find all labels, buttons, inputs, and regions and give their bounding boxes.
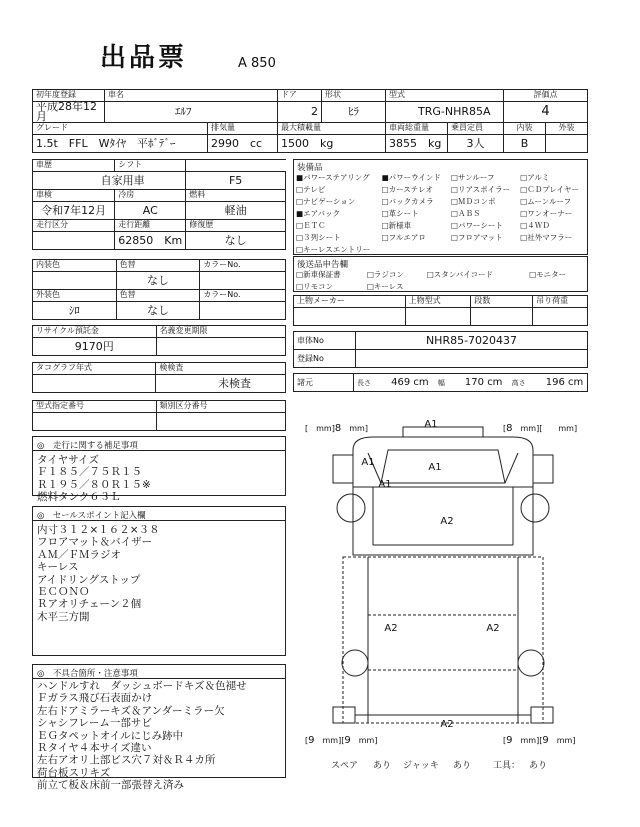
color-no-label: カラーNo. [200,290,286,302]
svg-text:[9 mm][9 mm]: [9 mm][9 mm] [503,735,576,746]
dims-values [354,374,588,392]
equipment-item: □社外マフラー [520,233,573,242]
equipment-item: □ＥＴＣ [296,221,326,230]
tread-rl1: 9 [308,735,315,746]
max-load-label: 最大積載量 [278,123,386,135]
fuel-label: 燃料 [186,190,286,202]
repair: なし [186,232,286,250]
color-change-label: 色替 [116,260,200,272]
defects-line: Ｒタイヤ４本サイズ違い [37,742,152,755]
body-maker-label: 上物メーカー [294,296,406,308]
equipment-item: □ムーンルーフ [520,197,572,206]
damage-mark-bumper: A1 [424,419,438,430]
inspection-label: 車検 [33,190,115,202]
ac: AC [115,202,186,220]
spare: あり [373,761,392,771]
sales-line: ＡＭ／ＦＭラジオ [37,548,121,561]
equipment-item [425,281,527,293]
ac-label: 冷房 [115,190,186,202]
sales-points-list [33,521,285,626]
equipment-box [293,159,588,255]
displacement: 2990 [211,136,239,150]
kg-unit: kg [428,136,442,150]
sales-points-header: ◎ セールスポイント記入欄 [33,507,285,521]
damage-mark-rear: A2 [440,719,454,730]
name-change-label: 名義変更期限 [156,326,285,338]
car-name: ｴﾙﾌ [105,102,278,123]
mm-unit: mm [322,736,339,745]
damage-mark-left-front: A1 [361,457,375,468]
cc-unit: cc [250,136,263,150]
interior-label: 内装 [504,123,546,135]
doors: 2 [278,102,322,123]
equipment-item: □フロアマット [450,233,503,242]
exterior [546,135,588,153]
equipment-item: □ラジコン [366,270,404,279]
int-color-change: なし [116,272,200,290]
gross-weight-cell [386,135,448,153]
reg-year-label: 初年度登録 [33,90,105,102]
defects-box [32,664,286,792]
sales-line: キーレス [37,561,79,574]
color-no-label: カラーNo. [200,260,286,272]
equipment-item: □新様車 [381,221,412,230]
sales-points-box [32,506,286,656]
tacho-label: タコグラフ年式 [33,363,156,375]
mm-unit: mm [558,424,574,433]
cm-unit: cm [568,376,584,388]
history-table [32,159,286,250]
driving-line: タイヤサイズ [37,454,99,466]
equipment-item: □キーレス [366,282,404,291]
tacho-test: 未検査 [156,375,286,393]
mm-unit: mm [316,424,332,433]
equipment-item [380,244,449,256]
cm-unit: cm [487,376,503,388]
capacity: 3人 [448,135,504,153]
equipment-item: □ＭＤコンポ [450,197,496,206]
equipment-item: □ＣＤプレイヤー [520,185,580,194]
defects-line: ＥＧタペットオイルにじみ跡中 [37,729,184,742]
defects-line: Ｆガラス飛び石表面かけ [37,692,153,705]
equipment-item: □スタンバイコード [426,270,493,279]
name-label: 車名 [105,90,278,102]
mileage-cat [33,232,115,250]
svg-text:[8 mm][ mm]: [8 mm][ mm] [503,423,578,434]
truck-outline [333,427,553,723]
equipment-list [294,172,587,256]
tools-label: 工具： [493,761,521,771]
tacho-test-label: 検検査 [156,363,286,375]
defects-line: ハンドルすれ ダッシュボードキズ＆色褪せ [37,680,247,692]
gross-weight-label: 車両総重量 [386,123,448,135]
accessories-row [331,760,547,771]
driving-notes-header: ◎ 走行に関する補足事項 [33,437,285,451]
shape-label: 形状 [322,90,386,102]
score-label: 評価点 [504,90,588,102]
equipment-item [527,281,587,293]
equipment-item [518,244,587,256]
damage-mark-left-door: A1 [378,479,392,490]
docs-list [294,269,587,293]
chassis: NHR85-7020437 [356,332,588,350]
cm-unit: cm [413,376,429,388]
sales-line: ＥＣＯＮＯ [37,586,90,599]
lot-number: A 850 [238,56,276,71]
body-table [293,295,588,326]
ext-color-change: なし [116,302,200,320]
name-change [156,338,285,356]
sales-line: アイドリングストップ [37,573,141,586]
dims-label: 諸元 [294,374,354,392]
usage: 自家用車 [33,172,186,190]
usage-label: 車歴 [33,160,115,172]
equipment-item: □カーステレオ [381,185,433,194]
displacement-label: 排気量 [208,123,278,135]
max-load: 1500 [281,136,309,150]
tread-fl: 8 [334,423,342,434]
jack-label: ジャッキ [403,761,439,771]
dimensions-table [293,373,588,392]
type-table [32,400,286,431]
shape: ﾋﾗ [322,102,386,123]
sales-line: フロアマット＆バイザー [37,536,153,549]
vehicle-damage-diagram [293,405,593,800]
score: 4 [504,102,588,123]
hoist-label: 吊り荷重 [533,296,588,308]
interior: B [504,135,546,153]
mileage: 62850 [118,233,154,247]
shift-label: シフト [115,160,186,172]
grade: 1.5t FFL Wﾀｲﾔ 平ﾎﾞﾃﾞｰ [33,135,208,153]
equipment-item [449,244,518,256]
width: 170 [464,376,484,388]
chassis-label: 車体No [294,332,356,350]
ext-color-label: 外装色 [33,290,117,302]
max-load-cell [278,135,386,153]
mm-unit: mm [358,736,375,745]
equipment-item: □アルミ [520,173,550,182]
model-label: 型式 [386,90,504,102]
equipment-item: □４ＷＤ [520,221,550,230]
height: 196 [545,376,565,388]
damage-mark-windshield: A1 [428,462,442,473]
equipment-header: 装備品 [297,163,323,173]
equipment-item: □テレビ [296,185,326,194]
sales-line: Ｒアオリチェーン２個 [37,598,142,611]
tread-rl2: 9 [344,735,351,746]
tread-rr2: 9 [542,735,549,746]
doors-label: ドア [278,90,322,102]
equipment-item: □ワンオーナー [520,209,573,218]
equipment-item: □新車保証書 [296,270,341,279]
tacho [33,375,156,393]
equipment-item: □バックカメラ [381,197,434,206]
document-title: 出品票 [100,43,188,73]
defects-line: 前立て板＆床前一部張替え済み [37,779,184,792]
fuel: 軽油 [186,202,286,220]
registration-table [293,331,588,368]
mileage-label: 走行距離 [115,220,186,232]
repair-label: 修復歴 [186,220,286,232]
defects-line: シャシフレーム一部サビ [37,717,152,730]
recycle: 9170円 [33,338,157,356]
mm-unit: mm [520,736,537,745]
tools: あり [529,761,548,771]
equipment-item: □サンルーフ [450,173,495,182]
equipment-item: □パワーシート [450,221,503,230]
sales-line: 木平三方開 [37,610,90,623]
tread-fr: 8 [506,423,513,434]
svg-text:[9 mm][9 mm]: [9 mm][9 mm] [305,735,378,746]
mileage-cell [115,232,186,250]
vehicle-table [32,89,588,153]
equipment-item: ■エアバック [296,209,340,218]
equipment-item: □キーレスエントリー [296,245,371,254]
steps-label: 段数 [471,296,533,308]
equipment-item: ■パワーウインド [381,173,441,182]
equipment-item: □革シート [381,209,419,218]
color-table [32,259,286,320]
defects-header: ◎ 不具合箇所・注意事項 [33,665,285,679]
length-label: 長さ [357,378,371,387]
mileage-cat-label: 走行区分 [33,220,115,232]
mm-unit: mm [520,424,537,433]
mm-unit: mm [556,736,573,745]
reg-no-label: 登録No [294,350,356,368]
tread-rr1: 9 [506,735,513,746]
equipment-item: □リアスポイラー [450,185,511,194]
recycle-table [32,325,286,356]
width-label: 幅 [437,378,445,387]
model: TRG-NHR85A [386,102,504,123]
driving-notes-list [33,451,285,507]
equipment-item: □ナビゲーション [296,197,356,206]
shift: F5 [186,172,286,190]
equipment-item: □ＡＢＳ [450,209,481,218]
class-no-label: 類別区分番号 [156,401,286,413]
damage-mark-cab-back: A2 [440,516,454,527]
driving-line: Ｆ１８５／７５Ｒ１５ [37,466,142,479]
int-color-label: 内装色 [33,260,117,272]
equipment-item: □フルエアロ [381,233,426,242]
equipment-item: □３列シート [296,233,341,242]
mm-unit: mm [349,424,365,433]
recycle-label: リサイクル預託金 [33,326,157,338]
damage-mark-bed-left: A2 [384,623,398,634]
color-change-label: 色替 [116,290,200,302]
driving-line: Ｒ１９５／８０Ｒ１５※ [37,478,151,491]
damage-mark-bed-right: A2 [486,623,500,634]
body-type-label: 上物型式 [405,296,471,308]
defects-line: 荷台板スリキズ [37,766,111,779]
gross-weight: 3855 [389,136,417,150]
equipment-item: □リモコン [296,282,334,291]
damage-marks [361,419,499,730]
km-unit: Km [164,233,183,247]
reg-year: 平成28年12月 [33,102,105,123]
inspection: 令和7年12月 [33,202,115,220]
type-no-label: 型式指定番号 [33,401,157,413]
defects-line: 左右アオリ上部ビス穴７対＆Ｒ４カ所 [37,754,216,767]
docs-box [293,256,588,292]
exterior-label: 外装 [546,123,588,135]
capacity-label: 乗員定員 [448,123,504,135]
equipment-item: □モニター [529,270,567,279]
jack: あり [453,761,472,771]
displacement-cell [208,135,278,153]
defects-line: 左右ドアミラーキズ＆アンダーミラー欠 [37,704,225,717]
length: 469 [391,376,411,388]
docs-header: 後送品申告欄 [297,260,349,270]
ext-color: ｼﾛ [33,302,117,320]
kg-unit: kg [320,136,334,150]
grade-label: グレード [33,123,208,135]
sales-line: 内寸３１２×１６２×３８ [37,524,160,536]
spare-label: スペア [331,761,359,771]
driving-line: 燃料タンク６３Ｌ [37,491,121,504]
tacho-table [32,362,286,393]
driving-notes-box [32,436,286,504]
defects-list [33,679,285,795]
svg-text:[ mm]8 mm]: [ mm]8 mm] [305,423,368,434]
height-label: 高さ [511,378,526,387]
equipment-item: ■パワーステアリング [296,173,370,182]
